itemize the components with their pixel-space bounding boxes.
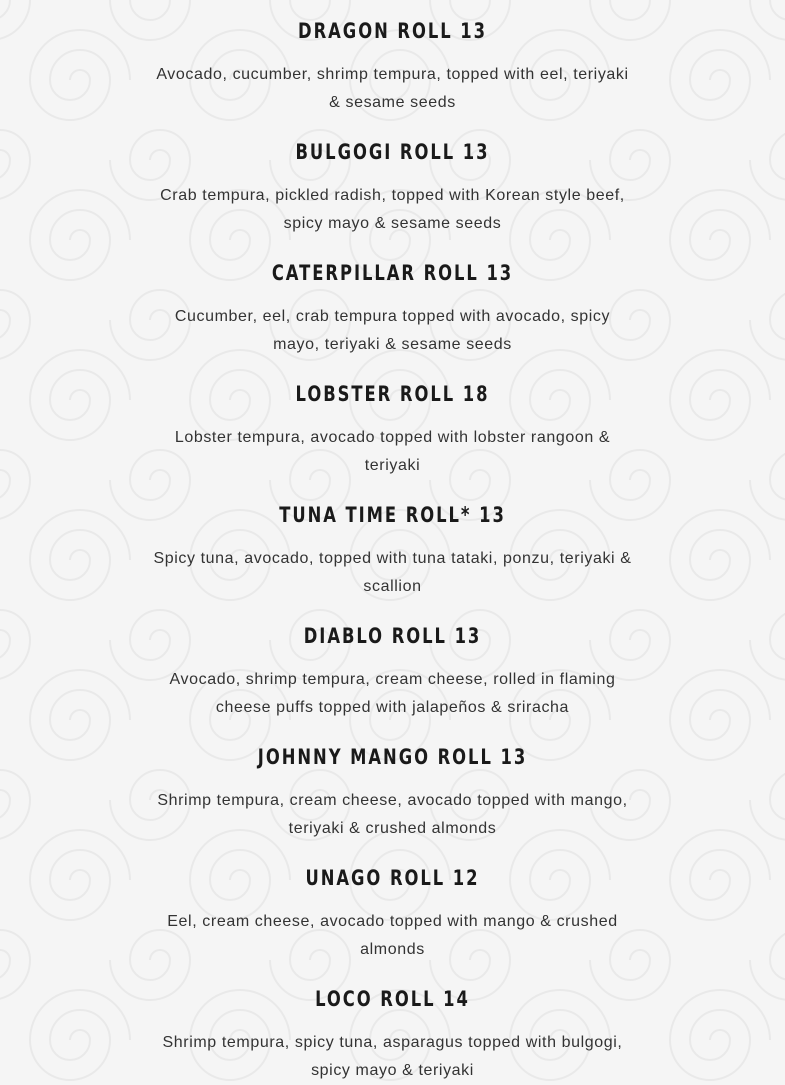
menu-item <box>0 379 785 480</box>
menu-item-description: Eel, cream cheese, avocado topped with mango & crushed almonds <box>167 913 618 958</box>
menu-item-title: UNAGO ROLL 12 <box>305 866 480 890</box>
menu-item-description: Lobster tempura, avocado topped with lobster rangoon & teriyaki <box>174 429 611 474</box>
menu-item-title: TUNA TIME ROLL* 13 <box>279 503 506 527</box>
menu-item <box>0 863 785 964</box>
menu-item-title: BULGOGI ROLL 13 <box>295 140 490 164</box>
menu-item-title: CATERPILLAR ROLL 13 <box>271 261 514 285</box>
menu-item-description: Avocado, shrimp tempura, cream cheese, rolled in flaming cheese puffs topped with jalapeños & sriracha <box>169 671 616 716</box>
menu-item <box>0 500 785 601</box>
menu-item-description: Cucumber, eel, crab tempura topped with avocado, spicy mayo, teriyaki & sesame seeds <box>174 308 611 353</box>
menu-item <box>0 742 785 843</box>
menu-item-title: DRAGON ROLL 13 <box>298 19 487 43</box>
menu-item-description: Shrimp tempura, cream cheese, avocado topped with mango, teriyaki & crushed almonds <box>157 792 628 837</box>
menu-item-description: Shrimp tempura, spicy tuna, asparagus topped with bulgogi, spicy mayo & teriyaki <box>162 1034 623 1079</box>
menu-item-title: LOBSTER ROLL 18 <box>295 382 490 406</box>
menu-item-title: JOHNNY MANGO ROLL 13 <box>257 745 528 769</box>
menu-item-title: DIABLO ROLL 13 <box>303 624 482 648</box>
menu-item <box>0 258 785 359</box>
menu-item-title: LOCO ROLL 14 <box>315 987 470 1011</box>
menu-item <box>0 984 785 1085</box>
menu-item <box>0 621 785 722</box>
menu-item <box>0 16 785 117</box>
menu-item-description: Spicy tuna, avocado, topped with tuna tataki, ponzu, teriyaki & scallion <box>153 550 632 595</box>
menu-item-description: Avocado, cucumber, shrimp tempura, topped with eel, teriyaki & sesame seeds <box>156 66 629 111</box>
menu-item-description: Crab tempura, pickled radish, topped with Korean style beef, spicy mayo & sesame seeds <box>160 187 625 232</box>
menu-item <box>0 137 785 238</box>
